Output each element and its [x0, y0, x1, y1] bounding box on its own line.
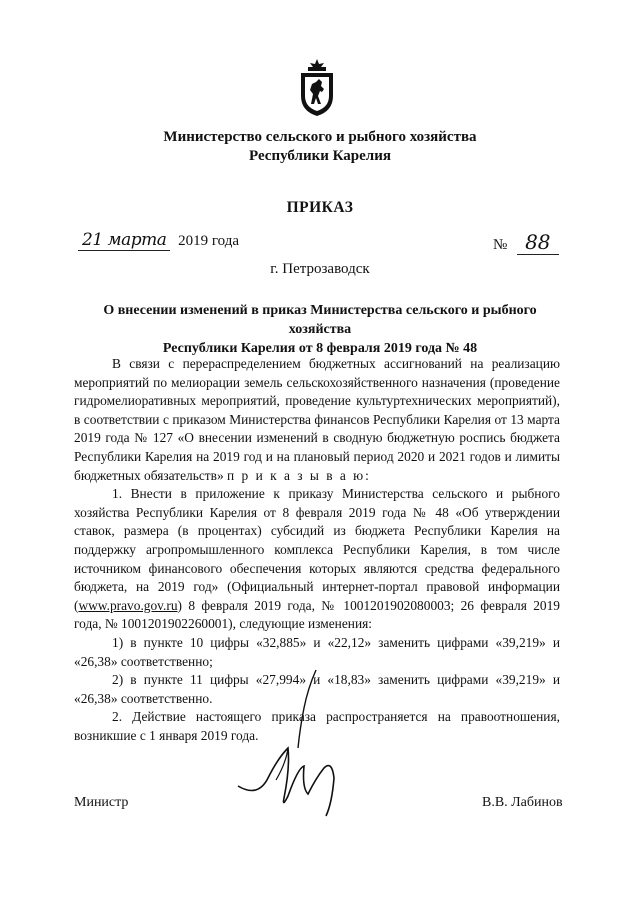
order-subject: [72, 301, 568, 358]
signatory-position: Министр: [74, 795, 129, 810]
ministry-name-line2: Республики Карелия: [249, 148, 391, 164]
pravo-gov-link[interactable]: www.pravo.gov.ru: [78, 597, 178, 613]
handwritten-date: 21 марта: [78, 230, 170, 251]
subject-line1: О внесении изменений в приказ Министерства сельского и рыбного хозяйства: [103, 303, 537, 337]
coat-of-arms-emblem: [294, 58, 340, 118]
paragraph-item-2: 2. Действие настоящего приказа распространяется на правоотношения, возникшие с 1 января 2019 года.: [74, 709, 560, 743]
subject-line2: Республики Карелия от 8 февраля 2019 года № 48: [162, 341, 478, 356]
handwritten-number: 88: [517, 230, 558, 255]
paragraph-subitem-2: 2) в пункте 11 цифры «27,994» и «18,83» заменить цифрами «39,219» и «26,38» соответственно.: [74, 672, 560, 706]
paragraph-subitem-1: 1) в пункте 10 цифры «32,885» и «22,12» заменить цифрами «39,219» и «26,38» соответственно;: [74, 634, 560, 669]
date-year: 2019 года: [178, 233, 240, 249]
item-1-text-end: ) 8 февраля 2019 года, № 1001201902080003; 26 февраля 2019 года, № 1001201902260001), следующие изменения:: [74, 597, 560, 632]
ministry-name-line1: Министерство сельского и рыбного хозяйства: [163, 129, 477, 145]
handwritten-signature: [228, 668, 358, 818]
signatory-name: В.В. Лабинов: [482, 795, 563, 810]
preamble-text: В связи с перераспределением бюджетных ассигнований на реализацию мероприятий по мелиорации земель сельскохозяйственного назначения (проведение гидромелиоративных мероприятий, проведение культуртехнических мероприятий), в соответствии с приказом Министерства финансов Республики Карелия от 13 марта 2019 года № 127 «О внесении изменений в сводную бюджетную роспись бюджета Республики Карелия на 2019 год и на плановый период 2020 и 2021 годов и лимиты бюджетных обязательств»: [74, 356, 560, 483]
city: г. Петрозаводск: [270, 261, 370, 277]
paragraph-item-1: [74, 485, 560, 634]
item-1-text-start: 1. Внести в приложение к приказу Министерства сельского и рыбного хозяйства Республики Карелия от 8 февраля 2019 года № 48 «Об утверждении ставок, размера (в процентах) субсидий из бюджета Республики Карелия на поддержку агропромышленного комплекса Республики Карелия, в том числе источником финансового обеспечения которых являются средства федерального бюджета, на 2019 год» (Официальный интернет-портал правовой информации (: [74, 486, 560, 613]
paragraph-preamble: [74, 355, 560, 485]
order-number: [493, 230, 559, 254]
number-sign: №: [493, 237, 508, 253]
ministry-name: [0, 128, 640, 166]
order-date: [78, 230, 239, 250]
order-title: ПРИКАЗ: [286, 199, 354, 216]
order-directive: п р и к а з ы в а ю:: [227, 467, 371, 483]
